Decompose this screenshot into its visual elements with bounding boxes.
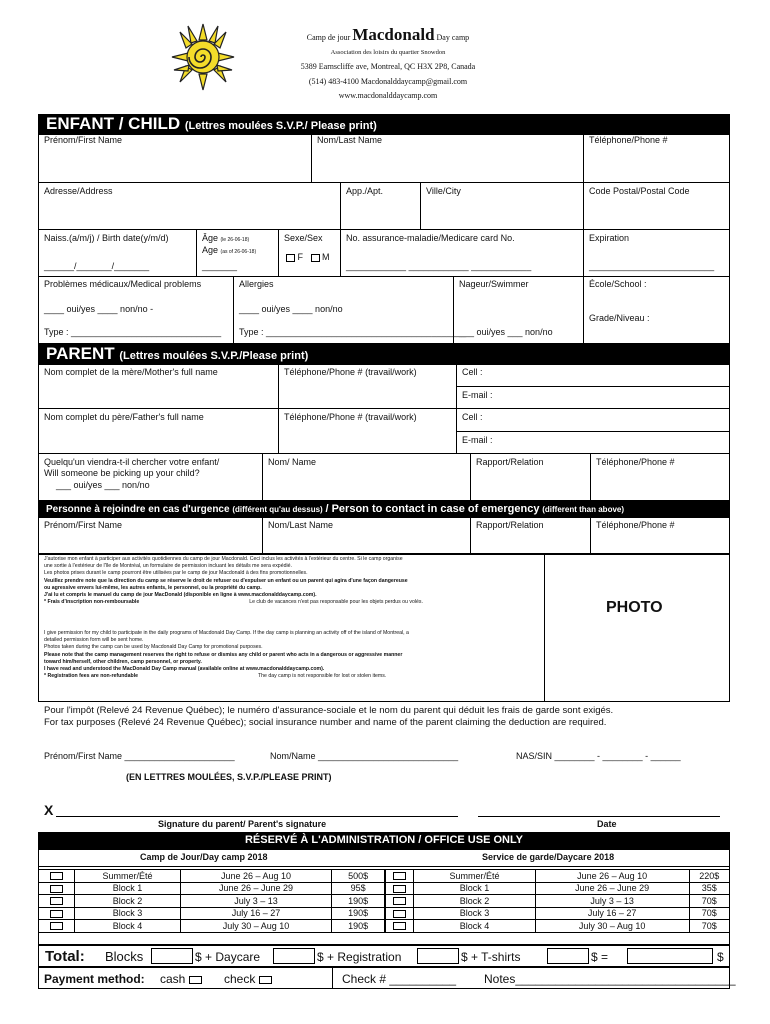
camp-option-price: 190$ xyxy=(332,920,385,933)
daycare-option-price: 70$ xyxy=(689,895,729,908)
plus-tshirts-label: $ + T-shirts xyxy=(461,950,521,964)
medicare-field[interactable]: ____________ ____________ ____________ xyxy=(346,261,532,271)
signature-label: Signature du parent/ Parent's signature xyxy=(158,819,327,829)
camp-name: Macdonald xyxy=(352,25,435,44)
camp-option-price: 190$ xyxy=(332,895,385,908)
camp-option-price: 95$ xyxy=(332,882,385,895)
pickup-name-field[interactable]: Nom/ Name xyxy=(268,457,317,467)
daycare-checkbox[interactable] xyxy=(386,882,414,895)
blocks-label: Blocks xyxy=(105,949,144,964)
consent-text-en: I give permission for my child to participate in the daily programs of Macdonald Day Camp. If the day camp is planning an activity off of the island of Montreal, a detailed permission form will be sent home. Photos taken during the camp can be used by Macdonald Day Camp for promotional purposes. Please note that the camp management reserves the right to refuse or dismiss any child or parent who acts in a dangerous or aggressive manner toward him/herself, other children, camp personnel, or property. I have read and understood the MacDonald Day Camp manual (available online at www.macdonalddaycamp.com). * Registration fees are non-refundable The day camp is not responsible for lost or stolen items. xyxy=(44,630,409,680)
camp-address: 5389 Earnscliffe ave, Montreal, QC H3X 2P8, Canada xyxy=(300,62,476,71)
father-work-phone-field[interactable]: Téléphone/Phone # (travail/work) xyxy=(284,412,417,422)
pickup-phone-field[interactable]: Téléphone/Phone # xyxy=(596,457,675,467)
parent-section-header xyxy=(38,344,730,364)
pickup-question-fr: Quelqu'un viendra-t-il chercher votre enfant/ xyxy=(44,457,220,467)
daycare-row-3 xyxy=(386,907,730,920)
office-section-header xyxy=(38,832,730,849)
daycare-option-name: Block 1 xyxy=(414,882,535,895)
allergies-yesno[interactable]: ____ oui/yes ____ non/no xyxy=(239,304,343,314)
totals-row xyxy=(38,945,730,967)
equals-label: $ = xyxy=(591,950,609,964)
camp-checkbox[interactable] xyxy=(39,870,75,883)
plus-daycare-label: $ + Daycare xyxy=(195,950,261,964)
tax-note-fr: Pour l'impôt (Relevé 24 Revenue Québec); le numéro d'assurance-sociale et le nom du parent qui déduit les frais de garde sont exigés. xyxy=(44,705,614,716)
age-label-fr: Âge (le 26-06-18) xyxy=(202,233,250,243)
medicare-label: No. assurance-maladie/Medicare card No. xyxy=(346,233,515,243)
daycare-table-header: Service de garde/Daycare 2018 xyxy=(482,852,615,862)
sin-field[interactable]: NAS/SIN ________ - ________ - ______ xyxy=(516,751,681,761)
grand-total-input[interactable] xyxy=(627,948,713,964)
checkbox-icon[interactable] xyxy=(50,872,63,880)
swimmer-yesno[interactable]: ___ oui/yes ___ non/no xyxy=(459,327,553,337)
camp-row-0 xyxy=(39,870,385,883)
camp-checkbox[interactable] xyxy=(39,882,75,895)
camp-option-dates: June 26 – June 29 xyxy=(180,882,332,895)
sun-logo-icon xyxy=(170,22,236,92)
notes-field[interactable]: Notes_________________________________ xyxy=(484,972,736,986)
camp-prefix: Camp de jour xyxy=(306,33,351,42)
camp-row-4 xyxy=(39,920,385,933)
emergency-phone-field[interactable]: Téléphone/Phone # xyxy=(596,520,675,530)
allergies-label: Allergies xyxy=(239,279,274,289)
child-postal-field[interactable]: Code Postal/Postal Code xyxy=(589,186,690,196)
office-title: RÉSERVÉ À L'ADMINISTRATION / OFFICE USE ONLY xyxy=(244,834,524,846)
daycare-fees-table xyxy=(385,869,730,933)
child-address-field[interactable]: Adresse/Address xyxy=(44,186,113,196)
daycare-option-price: 70$ xyxy=(689,920,729,933)
daycare-option-price: 70$ xyxy=(689,907,729,920)
tax-note-en: For tax purposes (Relevé 24 Revenue Québec); social insurance number and name of the parent claiming the deduction are required. xyxy=(44,717,607,728)
daycare-option-dates: July 16 – 27 xyxy=(535,907,689,920)
checkbox-icon[interactable] xyxy=(393,897,406,905)
expiration-field[interactable]: _________________________ xyxy=(589,261,715,271)
payment-method-label: Payment method: xyxy=(44,972,145,986)
camp-option-name: Block 3 xyxy=(75,907,180,920)
camp-contact: (514) 483-4100 Macdonalddaycamp@gmail.com xyxy=(308,76,468,86)
pickup-relation-field[interactable]: Rapport/Relation xyxy=(476,457,544,467)
camp-row-2 xyxy=(39,895,385,908)
medical-yesno[interactable]: ____ oui/yes ____ non/no - xyxy=(44,304,154,314)
tax-first-name-field[interactable]: Prénom/First Name ______________________ xyxy=(44,751,235,761)
mother-cell-field[interactable]: Cell : xyxy=(462,367,483,377)
signature-x-mark: X xyxy=(44,802,54,818)
father-cell-field[interactable]: Cell : xyxy=(462,412,483,422)
checkbox-icon[interactable] xyxy=(50,922,63,930)
checkbox-icon[interactable] xyxy=(50,897,63,905)
camp-checkbox[interactable] xyxy=(39,920,75,933)
sex-label: Sexe/Sex xyxy=(284,233,323,243)
emergency-section-header: Personne à rejoindre en cas d'urgence (différent qu'au dessus) / Person to contact in case of emergency (different than above) xyxy=(38,501,730,517)
medical-type-field[interactable]: Type : ______________________________ xyxy=(44,327,222,337)
child-section-header xyxy=(38,114,730,134)
child-city-field[interactable]: Ville/City xyxy=(426,186,461,196)
father-name-field[interactable]: Nom complet du père/Father's full name xyxy=(44,412,204,422)
registration-total-input[interactable] xyxy=(417,948,459,964)
expiration-label: Expiration xyxy=(589,233,630,243)
camp-option-name: Block 1 xyxy=(75,882,180,895)
emergency-last-name-field[interactable]: Nom/Last Name xyxy=(268,520,334,530)
child-title: ENFANT / CHILD xyxy=(46,114,181,133)
allergies-type-field[interactable]: Type : ________________________________________ xyxy=(239,327,467,337)
camp-checkbox[interactable] xyxy=(39,895,75,908)
birth-date-label: Naiss.(a/m/j) / Birth date(y/m/d) xyxy=(44,233,169,243)
camp-website[interactable]: www.macdonalddaycamp.com xyxy=(338,91,438,100)
daycare-option-name: Block 4 xyxy=(414,920,535,933)
emergency-first-name-field[interactable]: Prénom/First Name xyxy=(44,520,123,530)
swimmer-label: Nageur/Swimmer xyxy=(459,279,529,289)
parent-title: PARENT xyxy=(46,344,115,363)
camp-fees-table xyxy=(38,869,385,933)
daycare-row-0 xyxy=(386,870,730,883)
daycare-option-price: 220$ xyxy=(689,870,729,883)
sex-checkboxes[interactable]: F M xyxy=(286,252,330,262)
daycare-option-dates: July 3 – 13 xyxy=(535,895,689,908)
camp-header xyxy=(238,25,538,104)
daycare-option-name: Summer/Été xyxy=(414,870,535,883)
camp-option-dates: July 3 – 13 xyxy=(180,895,332,908)
daycare-checkbox[interactable] xyxy=(386,920,414,933)
checkbox-icon[interactable] xyxy=(393,885,406,893)
checkbox-icon[interactable] xyxy=(393,922,406,930)
print-note: (EN LETTRES MOULÉES, S.V.P./PLEASE PRINT) xyxy=(126,772,332,782)
checkbox-icon[interactable] xyxy=(50,910,63,918)
school-field[interactable]: École/School : xyxy=(589,279,647,289)
daycare-total-input[interactable] xyxy=(273,948,315,964)
daycare-checkbox[interactable] xyxy=(386,907,414,920)
daycare-option-dates: June 26 – Aug 10 xyxy=(535,870,689,883)
checkbox-icon[interactable] xyxy=(393,910,406,918)
check-option[interactable]: check xyxy=(224,972,272,986)
dollar-label: $ xyxy=(717,950,724,964)
checkbox-icon[interactable] xyxy=(393,872,406,880)
tax-last-name-field[interactable]: Nom/Name ____________________________ xyxy=(270,751,459,761)
blocks-total-input[interactable] xyxy=(151,948,193,964)
camp-option-dates: July 30 – Aug 10 xyxy=(180,920,332,933)
daycare-option-price: 35$ xyxy=(689,882,729,895)
check-number-field[interactable]: Check # __________ xyxy=(342,972,457,986)
medical-label: Problèmes médicaux/Medical problems xyxy=(44,279,202,289)
consent-text-fr: J'autorise mon enfant à participer aux activités quotidiennes du camp de jour Macdonald. Ceci inclus les activités à l'extérieur du centre. Si le camp organise une sortie à l'extérieur de l'île de Montréal, un formulaire de permission incluant les détails me sera expédié. Les photos prises durant le camp pourront être utilisées par le camp de jour Macdonald à des fins promotionnelles. Veuillez prendre note que la direction du camp se réserve le droit de refuser ou d'expulser un enfant ou un parent qui agira d'une façon dangereuse ou agressive envers lui-même, les autres enfants, le personnel, ou la propriété du camp. J'ai lu et compris le manuel du camp de jour MacDonald (disponible en ligne à www.macdonalddaycamp.com). * Frais d'inscription non-remboursable Le club de vacances n'est pas responsable pour les objets perdus ou volés. xyxy=(44,556,423,606)
camp-row-1 xyxy=(39,882,385,895)
emergency-relation-field[interactable]: Rapport/Relation xyxy=(476,520,544,530)
mother-name-field[interactable]: Nom complet de la mère/Mother's full name xyxy=(44,367,218,377)
camp-option-name: Summer/Été xyxy=(75,870,180,883)
pickup-yesno[interactable]: ___ oui/yes ___ non/no xyxy=(56,480,150,490)
checkbox-icon[interactable] xyxy=(50,885,63,893)
association: Association des loisirs du quartier Snowdon xyxy=(330,48,446,56)
birth-date-field[interactable]: ______/_______/_______ xyxy=(44,261,150,271)
daycare-option-name: Block 2 xyxy=(414,895,535,908)
daycare-row-1 xyxy=(386,882,730,895)
daycare-checkbox[interactable] xyxy=(386,870,414,883)
age-label-en: Age (as of 26-06-18) xyxy=(202,245,257,255)
daycare-option-dates: July 30 – Aug 10 xyxy=(535,920,689,933)
camp-row-3 xyxy=(39,907,385,920)
grade-field[interactable]: Grade/Niveau : xyxy=(589,313,650,323)
camp-option-dates: June 26 – Aug 10 xyxy=(180,870,332,883)
child-first-name-field[interactable]: Prénom/First Name xyxy=(44,135,123,145)
camp-suffix: Day camp xyxy=(436,33,470,42)
age-field[interactable]: _______ xyxy=(202,261,238,271)
camp-checkbox[interactable] xyxy=(39,907,75,920)
pickup-question-en: Will someone be picking up your child? xyxy=(44,468,200,478)
plus-registration-label: $ + Registration xyxy=(317,950,402,964)
date-label: Date xyxy=(597,819,617,829)
photo-placeholder[interactable]: PHOTO xyxy=(606,599,663,616)
father-email-field[interactable]: E-mail : xyxy=(462,435,493,445)
daycare-option-dates: June 26 – June 29 xyxy=(535,882,689,895)
daycare-row-2 xyxy=(386,895,730,908)
date-line[interactable] xyxy=(478,816,720,817)
camp-option-price: 500$ xyxy=(332,870,385,883)
child-last-name-field[interactable]: Nom/Last Name xyxy=(317,135,383,145)
child-phone-field[interactable]: Téléphone/Phone # xyxy=(589,135,668,145)
child-apt-field[interactable]: App./Apt. xyxy=(346,186,384,196)
cash-checkbox[interactable] xyxy=(189,976,202,984)
camp-option-name: Block 4 xyxy=(75,920,180,933)
daycare-row-4 xyxy=(386,920,730,933)
mother-email-field[interactable]: E-mail : xyxy=(462,390,493,400)
total-label: Total: xyxy=(45,948,85,965)
cash-option[interactable]: cash xyxy=(160,972,202,986)
camp-option-name: Block 2 xyxy=(75,895,180,908)
parent-subtitle: (Lettres moulées S.V.P./Please print) xyxy=(119,350,309,362)
camp-option-dates: July 16 – 27 xyxy=(180,907,332,920)
check-checkbox[interactable] xyxy=(259,976,272,984)
daycare-checkbox[interactable] xyxy=(386,895,414,908)
camp-option-price: 190$ xyxy=(332,907,385,920)
signature-line[interactable] xyxy=(56,816,458,817)
mother-work-phone-field[interactable]: Téléphone/Phone # (travail/work) xyxy=(284,367,417,377)
daycare-option-name: Block 3 xyxy=(414,907,535,920)
tshirts-total-input[interactable] xyxy=(547,948,589,964)
camp-table-header: Camp de Jour/Day camp 2018 xyxy=(140,852,268,862)
child-subtitle: (Lettres moulées S.V.P./ Please print) xyxy=(184,120,377,132)
